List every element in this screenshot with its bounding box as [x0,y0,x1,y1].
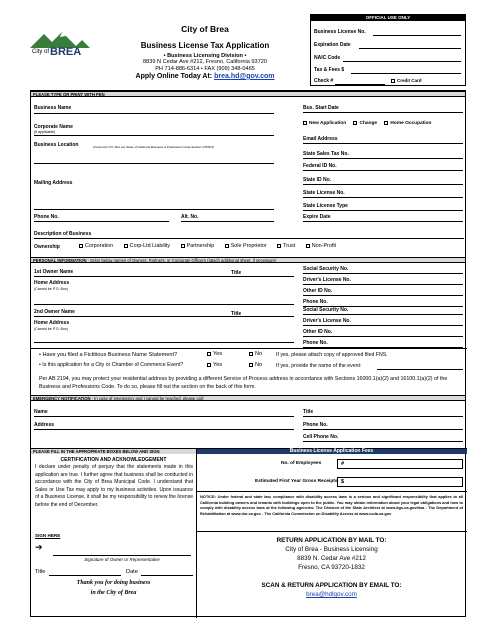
phone-no-label: Phone No. [34,214,59,220]
ownership-corporation-label: Corporation [85,243,114,249]
owner1-dl-field[interactable] [359,275,461,283]
gross-receipts-label: Estimated First Year Gross Receipts [255,479,338,484]
city-title: City of Brea [181,24,229,34]
owner1-phone-field[interactable] [331,297,461,305]
section-header-personal: PERSONAL INFORMATION - Enter below names of Owners, Partners, or Corporate Officers (attach additional sheet, if necessary) [31,257,465,263]
emergency-cell-label: Cell Phone No. [303,434,339,440]
form-title: Business License Tax Application [140,41,270,51]
mail-line2: 8839 N. Cedar Ave #212 [297,555,366,562]
owner2-title-label: Title [231,311,242,317]
email-address-label: Email Address [303,136,338,142]
state-license-type-label: State License Type [303,203,348,209]
owner2-cannot-po: (Cannot be P.O. Box) [34,327,68,331]
credit-card-checkbox[interactable] [391,79,395,83]
owner2-title-field[interactable] [245,307,291,315]
section-header-type-print: PLEASE TYPE OR PRINT WITH PEN [31,91,465,97]
owner1-other-id-label: Other ID No. [303,288,333,294]
state-sales-tax-label: State Sales Tax No. [303,151,349,157]
apply-online-label: Apply Online Today At: [135,72,215,80]
ownership-options [79,243,336,249]
description-field[interactable] [91,229,461,237]
emergency-phone-label: Phone No. [303,422,328,428]
owner1-home-address-field[interactable] [79,279,291,303]
emergency-title-label: Title [303,409,314,415]
business-location-label: Business Location [34,142,79,148]
state-license-no-field[interactable] [351,188,461,196]
fbn-note: If yes, please attach copy of approved filed FNS. [276,352,388,358]
ownership-nonprofit-checkbox[interactable] [306,244,310,248]
ownership-partnership-label: Partnership [186,243,215,249]
business-location-field[interactable] [93,140,273,162]
corporate-name-field[interactable] [81,121,271,133]
emergency-name-field[interactable] [56,407,292,415]
ownership-label: Ownership [34,244,60,250]
owner2-phone-label: Phone No. [303,340,328,346]
owner1-cannot-po: (Cannot be P.O. Box) [34,287,68,291]
cert-title-field[interactable] [49,567,121,575]
official-tax-fees: Tax & Fees $ [314,67,345,73]
sign-here-label: SIGN HERE [35,533,61,538]
owner1-phone-label: Phone No. [303,299,328,305]
owner2-ssn-label: Social Security No. [303,307,349,313]
section-header-emergency: EMERGENCY NOTIFICATION - In case of emergency and I cannot be reached, please call: [31,395,465,401]
ownership-sole-proprietor-checkbox[interactable] [225,244,229,248]
emergency-title-field[interactable] [321,407,461,415]
arrow-right-icon: ➔ [35,542,43,552]
event-no-checkbox[interactable] [249,363,253,367]
federal-id-field[interactable] [343,161,461,169]
fbn-no-label: No [255,351,263,357]
owner1-other-id-field[interactable] [336,286,461,294]
owner1-name-field[interactable] [79,267,229,275]
expire-date-field[interactable] [336,212,461,220]
official-license-no: Business License No. [314,29,366,35]
emergency-address-field[interactable] [59,420,292,428]
email-return-title: SCAN & RETURN APPLICATION BY EMAIL TO: [261,582,402,589]
return-email-link[interactable]: brea@hdlgov.com [306,591,357,598]
question-fbn: • Have you filed a Fictitious Business Name Statement? [39,352,178,358]
state-id-label: State ID No. [303,177,332,183]
home-occupation-checkbox[interactable] [384,121,388,125]
certification-title: CERTIFICATION AND ACKNOWLEDGEMENT [60,457,167,463]
owner1-dl-label: Driver's License No. [303,277,351,283]
phone-no-field[interactable] [65,212,165,220]
ownership-trust-label: Trust [283,243,296,249]
alt-no-label: Alt. No. [181,214,199,220]
owner1-name-label: 1st Owner Name [34,269,74,275]
event-yes-label: Yes [213,362,223,368]
fees-header: Business License Application Fees [196,449,467,454]
official-use-title: OFFICIAL USE ONLY [311,15,465,21]
cert-title-label: Title [35,569,46,575]
gross-receipts-field[interactable]: $ [337,477,463,487]
emergency-cell-field[interactable] [339,432,461,440]
email-address-field[interactable] [343,134,461,142]
owner2-home-address-field[interactable] [79,319,291,341]
owner1-title-field[interactable] [245,267,291,275]
disability-notice: NOTICE: Under federal and state law, compliance with disability access laws is a serious and significant responsibility that applies to all California building owners and tenants with buildings open to the public. You may obtain information about your legal obligations and how to comply with disability access laws at the following agencies: The Division of the State Architect at www.dgs.ca.gov/dsa - The Department of Rehabilitation at www.dor.ca.gov - The California Commission on Disability Access at www.ccda.ca.gov [200,494,463,516]
state-id-field[interactable] [343,175,461,183]
ownership-nonprofit-label: Non-Profit [311,243,337,249]
owner2-other-id-label: Other ID No. [303,329,333,335]
business-name-label: Business Name [34,105,72,111]
division: • Business Licensing Division • [163,52,247,59]
question-event-text: Is this application for a City or Chamber of Commerce Event? [42,362,184,368]
logo-text-small: City of [32,49,50,55]
emergency-phone-field[interactable] [331,420,461,428]
fbn-yes-label: Yes [213,351,223,357]
mail-title: RETURN APPLICATION BY MAIL TO: [276,537,387,544]
owner1-title-label: Title [231,270,242,276]
description-label: Description of Business [34,231,92,237]
owner2-name-field[interactable] [79,307,229,315]
emergency-name-label: Name [34,409,48,415]
ownership-corp-ltd-label: Corp-Ltd Liability [129,243,171,249]
ownership-corp-ltd-checkbox[interactable] [124,244,128,248]
new-application-checkbox[interactable] [303,121,307,125]
fbn-no-checkbox[interactable] [249,352,253,356]
new-application-label: New Application [309,121,347,127]
owner2-dl-field[interactable] [359,316,461,324]
owner2-home-address-label: Home Address [34,320,70,326]
city-logo [30,30,100,65]
employees-field[interactable]: # [337,459,463,469]
header-address: 8839 N Cedar Ave #212, Fresno, California 93720 [143,59,267,66]
corporate-if-applicable: (if applicable) [34,130,56,134]
question-event: • Is this application for a City or Chamber of Commerce Event? [39,362,184,368]
official-check: Check # [314,78,334,84]
application-type-options [303,121,431,127]
official-naic: NAIC Code [314,55,341,61]
state-sales-tax-field[interactable] [353,149,461,157]
logo-text-big: BREA [50,46,82,58]
official-use-box [310,14,466,86]
ab2194-note: Per AB 2194, you may protect your residential address by providing a different Service of Process address in accordance with Sections 16000.1(a)(2) and 16100.1(a)(2) of the Business and Professions Code. To do so, please fill out the section on the back of this form. [39,376,448,391]
event-note: If yes, provide the name of the event: [276,363,362,369]
business-name-field[interactable] [81,103,271,112]
owner2-dl-label: Driver's License No. [303,318,351,324]
owner2-phone-field[interactable] [331,338,461,346]
thank-you-line1: Thank you for doing business [76,580,151,586]
emergency-address-label: Address [34,422,55,428]
owner2-ssn-field[interactable] [356,305,461,313]
corporate-name-label: Corporate Name [34,124,73,130]
apply-online-email-link[interactable]: brea.hd@gov.com [214,72,275,80]
expire-date-label: Expire Date [303,214,331,220]
event-name-field[interactable] [377,361,463,369]
ownership-sole-proprietor-label: Sole Proprietor [230,243,267,249]
federal-id-label: Federal ID No. [303,163,337,169]
change-checkbox[interactable] [353,121,357,125]
home-occupation-label: Home Occupation [390,121,432,127]
cert-date-label: Date [126,569,138,575]
owner2-name-label: 2nd Owner Name [34,309,75,315]
ownership-corporation-checkbox[interactable] [79,244,83,248]
state-license-type-field[interactable] [353,201,461,209]
bus-start-date-label: Bus. Start Date [303,105,339,111]
fbn-yes-checkbox[interactable] [207,352,211,356]
owner2-other-id-field[interactable] [336,327,461,335]
mail-line3: Fresno, CA 93720-1832 [298,564,365,571]
signature-field[interactable] [53,541,191,555]
header-phone: PH 714-886-6314 • FAX (909) 348-0465 [155,66,255,73]
change-label: Change [359,121,378,127]
official-expiration: Expiration Date [314,42,351,48]
ownership-partnership-checkbox[interactable] [181,244,185,248]
event-no-label: No [255,362,263,368]
section-header-sign: PLEASE FILL IN THE APPROPRIATE BOXES BELOW AND SIGN [31,449,196,454]
event-yes-checkbox[interactable] [207,363,211,367]
mail-line1: City of Brea - Business Licensing [285,546,378,553]
thank-you-line2: in the City of Brea [90,590,137,596]
mailing-address-label: Mailing Address [34,180,73,186]
owner1-ssn-field[interactable] [356,264,461,272]
employees-label: No. of Employees [281,461,322,466]
form-frame [30,90,466,617]
credit-card-label: Credit Card [397,78,422,83]
question-fbn-text: Have you filed a Fictitious Business Name Statement? [42,352,178,358]
alt-no-field[interactable] [203,212,273,220]
owner1-ssn-label: Social Security No. [303,266,349,272]
mailing-address-field[interactable] [81,169,271,207]
signature-caption: Signature of Owner or Representative [84,557,160,562]
bus-start-date-field[interactable] [343,103,461,111]
certification-text: I declare under penalty of perjury that the statements made in this application are true. I further agree that business shall be conducted in accordance with the City of Brea Municipal Code. I understand that Sales or Use Tax may apply to my business activities. Upon issuance of a Business License, it shall be my responsibility to renew the license before the end of December. [35,464,193,508]
state-license-no-label: State License No. [303,190,345,196]
business-location-note: (Cannot be P.O. Box per State of California Business & Professions Code Section 17538.5) [93,145,215,149]
cert-date-field[interactable] [141,567,193,575]
owner1-home-address-label: Home Address [34,280,70,286]
ownership-trust-checkbox[interactable] [277,244,281,248]
